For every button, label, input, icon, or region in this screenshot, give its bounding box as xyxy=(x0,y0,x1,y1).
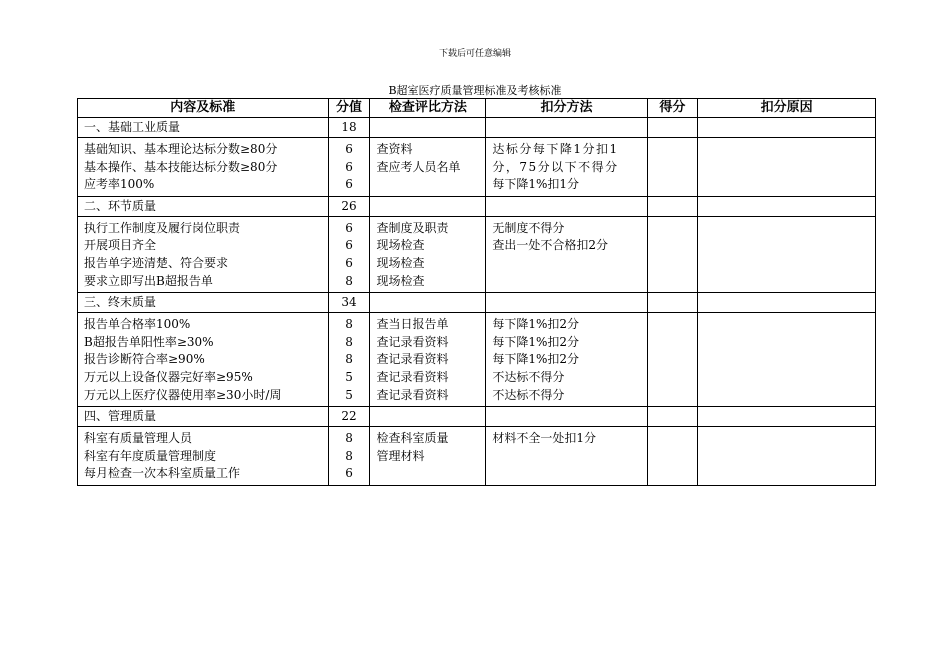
header-note: 下载后可任意编辑 xyxy=(438,49,511,59)
method-item: 查记录看资料 xyxy=(376,369,449,384)
method-item: 管理材料 xyxy=(376,448,425,463)
section-score: 18 xyxy=(328,118,370,138)
section-detail-row xyxy=(78,313,876,407)
deduction-cell xyxy=(486,138,647,197)
points-earned-cell xyxy=(647,313,698,407)
score-cell xyxy=(328,138,370,197)
header-score: 分值 xyxy=(328,99,370,118)
empty-cell xyxy=(486,118,647,138)
empty-cell xyxy=(370,293,486,313)
empty-cell xyxy=(486,293,647,313)
empty-cell xyxy=(370,118,486,138)
document-title: B超室医疗质量管理标准及考核标准 xyxy=(388,84,562,97)
method-item: 现场检查 xyxy=(376,273,425,288)
section-detail-row xyxy=(78,138,876,197)
method-item: 查记录看资料 xyxy=(376,334,449,349)
method-cell xyxy=(370,427,486,486)
deduction-item: 达标分每下降1分扣1分，75分以下不得分 xyxy=(492,142,619,174)
method-item: 现场检查 xyxy=(376,238,425,253)
section-row xyxy=(78,407,876,427)
points-earned-cell xyxy=(647,216,698,292)
deduction-item: 材料不全一处扣1分 xyxy=(492,431,597,446)
section-score: 26 xyxy=(328,196,370,216)
empty-cell xyxy=(486,407,647,427)
content-item: 要求立即写出B超报告单 xyxy=(84,273,213,288)
deduction-cell xyxy=(486,216,647,292)
points-earned-cell xyxy=(647,138,698,197)
content-item: 科室有质量管理人员 xyxy=(84,431,193,446)
item-score: 5 xyxy=(345,369,353,384)
empty-cell xyxy=(698,407,876,427)
content-cell xyxy=(78,427,329,486)
method-item: 检查科室质量 xyxy=(376,431,449,446)
section-row xyxy=(78,196,876,216)
empty-cell xyxy=(370,407,486,427)
method-item: 查记录看资料 xyxy=(376,352,449,367)
item-score: 6 xyxy=(345,177,353,192)
content-item: 执行工作制度及履行岗位职责 xyxy=(84,220,241,235)
method-item: 查制度及职责 xyxy=(376,220,449,235)
deduction-item: 每下降1%扣2分 xyxy=(492,352,580,367)
method-cell xyxy=(370,313,486,407)
section-name: 三、终末质量 xyxy=(78,293,329,313)
section-name: 四、管理质量 xyxy=(78,407,329,427)
empty-cell xyxy=(647,293,698,313)
empty-cell xyxy=(486,196,647,216)
section-detail-row xyxy=(78,427,876,486)
deduction-item: 每下降1%扣1分 xyxy=(492,177,580,192)
score-cell xyxy=(328,427,370,486)
deduction-reason-cell xyxy=(698,313,876,407)
content-cell xyxy=(78,313,329,407)
content-cell xyxy=(78,138,329,197)
section-score: 22 xyxy=(328,407,370,427)
item-score: 6 xyxy=(345,220,353,235)
header-content: 内容及标准 xyxy=(78,99,329,118)
empty-cell xyxy=(647,407,698,427)
item-score: 8 xyxy=(345,431,353,446)
deduction-cell xyxy=(486,427,647,486)
score-cell xyxy=(328,216,370,292)
deduction-reason-cell xyxy=(698,138,876,197)
item-score: 8 xyxy=(345,273,353,288)
section-name: 一、基础工业质量 xyxy=(78,118,329,138)
method-item: 查资料 xyxy=(376,142,413,156)
header-deduction-method: 扣分方法 xyxy=(486,99,647,118)
table-header-row xyxy=(78,99,876,118)
item-score: 6 xyxy=(345,159,353,174)
content-cell xyxy=(78,216,329,292)
deduction-item: 查出一处不合格扣2分 xyxy=(492,238,609,253)
deduction-item: 每下降1%扣2分 xyxy=(492,317,580,332)
empty-cell xyxy=(647,118,698,138)
content-item: 报告诊断符合率≥90% xyxy=(84,352,205,367)
points-earned-cell xyxy=(647,427,698,486)
method-item: 现场检查 xyxy=(376,255,425,270)
item-score: 6 xyxy=(345,142,353,156)
content-item: 开展项目齐全 xyxy=(84,238,157,253)
item-score: 6 xyxy=(345,466,353,481)
section-row xyxy=(78,293,876,313)
method-item: 查当日报告单 xyxy=(376,317,449,332)
item-score: 6 xyxy=(345,255,353,270)
method-item: 查记录看资料 xyxy=(376,387,449,402)
header-check-method: 检查评比方法 xyxy=(370,99,486,118)
score-cell xyxy=(328,313,370,407)
header-points-earned: 得分 xyxy=(647,99,698,118)
item-score: 6 xyxy=(345,238,353,253)
method-cell xyxy=(370,138,486,197)
content-item: 基本操作、基本技能达标分数≥80分 xyxy=(84,159,278,174)
method-item: 查应考人员名单 xyxy=(376,159,461,174)
section-score: 34 xyxy=(328,293,370,313)
deduction-item: 无制度不得分 xyxy=(492,220,565,235)
deduction-item: 不达标不得分 xyxy=(492,369,565,384)
deduction-item: 每下降1%扣2分 xyxy=(492,334,580,349)
deduction-reason-cell xyxy=(698,427,876,486)
item-score: 8 xyxy=(345,448,353,463)
assessment-table xyxy=(77,98,876,486)
content-item: 每月检查一次本科室质量工作 xyxy=(84,466,241,481)
item-score: 5 xyxy=(345,387,353,402)
section-detail-row xyxy=(78,216,876,292)
content-item: 科室有年度质量管理制度 xyxy=(84,448,217,463)
section-name: 二、环节质量 xyxy=(78,196,329,216)
method-cell xyxy=(370,216,486,292)
content-item: 万元以上设备仪器完好率≥95% xyxy=(84,369,253,384)
empty-cell xyxy=(698,293,876,313)
section-row xyxy=(78,118,876,138)
content-item: 报告单合格率100% xyxy=(84,317,191,332)
item-score: 8 xyxy=(345,317,353,332)
empty-cell xyxy=(370,196,486,216)
empty-cell xyxy=(698,196,876,216)
content-item: 基础知识、基本理论达标分数≥80分 xyxy=(84,142,278,156)
empty-cell xyxy=(647,196,698,216)
content-item: 万元以上医疗仪器使用率≥30小时/周 xyxy=(84,387,282,402)
content-item: B超报告单阳性率≥30% xyxy=(84,334,214,349)
content-item: 报告单字迹清楚、符合要求 xyxy=(84,255,229,270)
item-score: 8 xyxy=(345,334,353,349)
deduction-cell xyxy=(486,313,647,407)
content-item: 应考率100% xyxy=(84,177,155,192)
header-deduction-reason: 扣分原因 xyxy=(698,99,876,118)
deduction-item: 不达标不得分 xyxy=(492,387,565,402)
empty-cell xyxy=(698,118,876,138)
deduction-reason-cell xyxy=(698,216,876,292)
item-score: 8 xyxy=(345,352,353,367)
